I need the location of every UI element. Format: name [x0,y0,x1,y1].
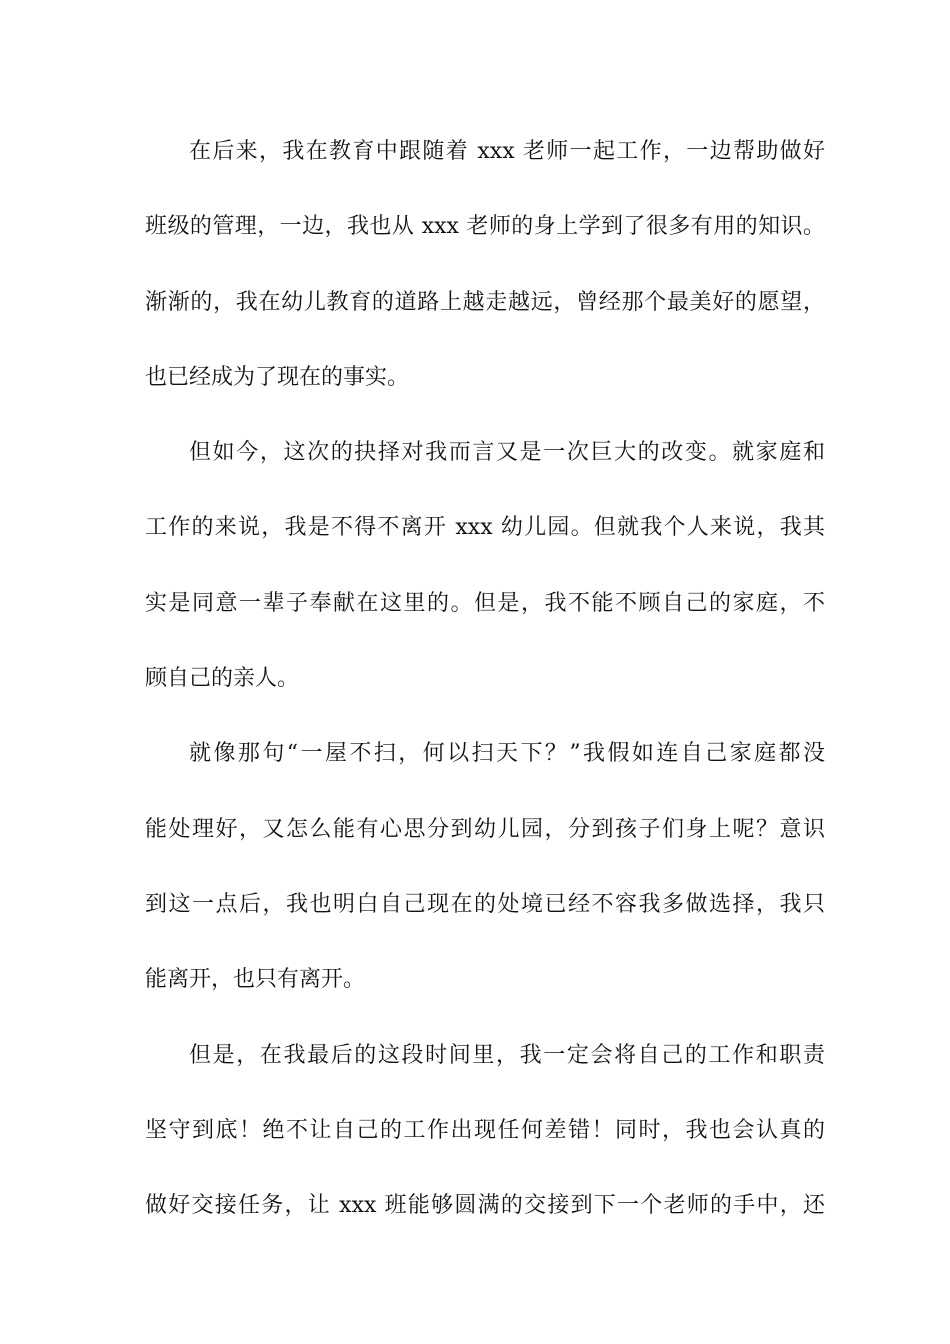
paragraph-2-line-2: 工作的来说，我是不得不离开 xxx 幼儿园。但就我个人来说，我其 [145,515,825,541]
paragraph-2-line-1: 但如今，这次的抉择对我而言又是一次巨大的改变。就家庭和 [189,440,825,466]
paragraph-3-line-3: 到这一点后，我也明白自己现在的处境已经不容我多做选择，我只 [145,891,825,917]
body-text [145,130,825,1259]
paragraph-4-line-2: 坚守到底！绝不让自己的工作出现任何差错！同时，我也会认真的 [145,1117,825,1143]
paragraph-1-line-1: 在后来，我在教育中跟随着 xxx 老师一起工作，一边帮助做好 [189,139,825,164]
paragraph-3-line-4: 能离开，也只有离开。 [145,967,366,993]
paragraph-2-line-4: 顾自己的亲人。 [145,666,300,692]
paragraph-2-line-3: 实是同意一辈子奉献在这里的。但是，我不能不顾自己的家庭，不 [145,590,825,616]
paragraph-3-line-1: 就像那句“一屋不扫，何以扫天下？”我假如连自己家庭都没 [189,741,825,767]
paragraph-1-line-4: 也已经成为了现在的事实。 [145,364,410,390]
paragraph-1-line-3: 渐渐的，我在幼儿教育的道路上越走越远，曾经那个最美好的愿望， [145,289,825,315]
paragraph-4-line-1: 但是，在我最后的这段时间里，我一定会将自己的工作和职责 [189,1042,825,1068]
paragraph-3-line-2: 能处理好，又怎么能有心思分到幼儿园，分到孩子们身上呢？意识 [145,816,825,842]
paragraph-1-line-2: 班级的管理，一边，我也从 xxx 老师的身上学到了很多有用的知识。 [145,214,825,240]
paragraph-4-line-3: 做好交接任务，让 xxx 班能够圆满的交接到下一个老师的手中，还 [145,1193,825,1219]
